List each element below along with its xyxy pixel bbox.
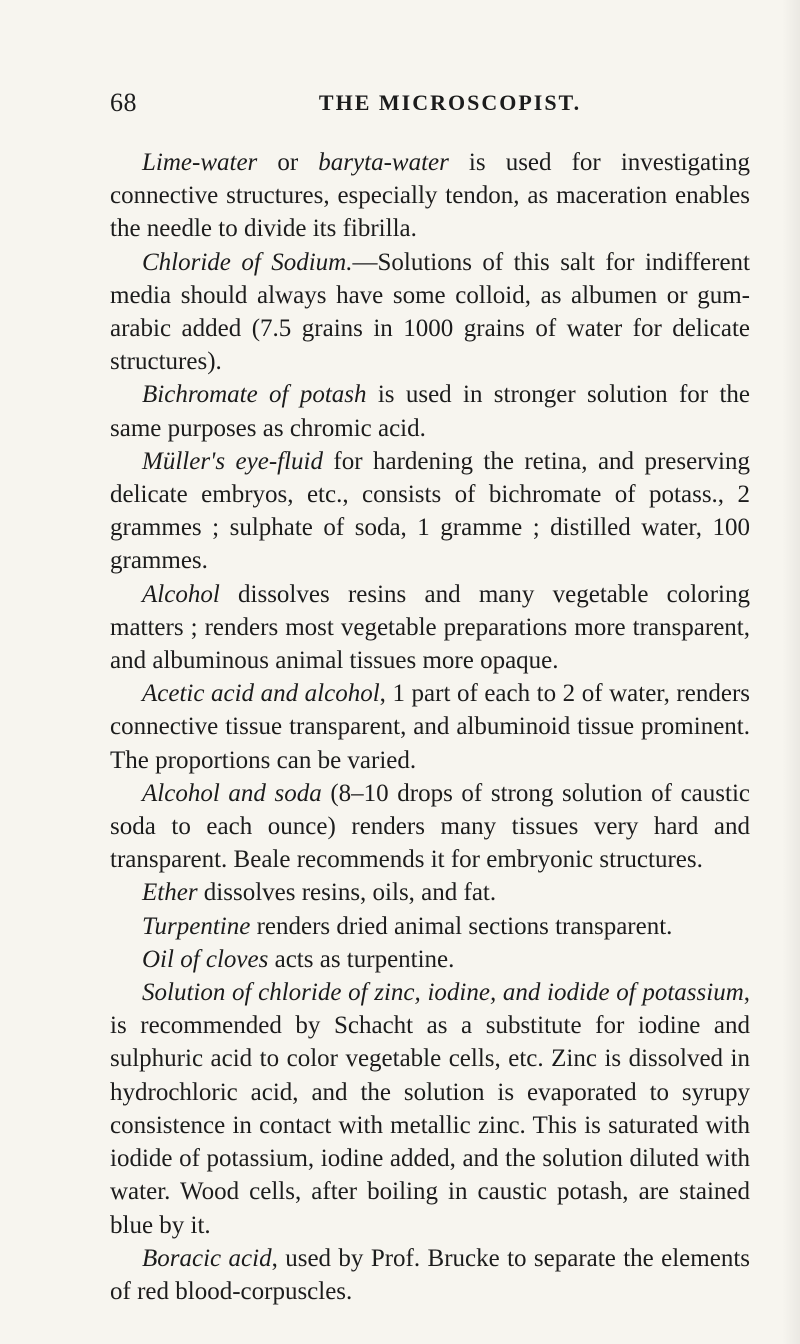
paragraph-text: (8–10 drops of strong solution of caustic soda to each ounce) renders many tissues very hard and transparent. Beale recommends it for embryonic structures. xyxy=(110,779,750,874)
term: Chloride of Sodium. xyxy=(142,248,353,276)
paragraph-text: , used by Prof. Brucke to separate the elements of red blood-corpuscles. xyxy=(110,1244,750,1305)
term: Acetic acid and alcohol xyxy=(142,680,380,708)
page-header xyxy=(110,88,750,128)
paragraph-oil-of-cloves xyxy=(110,943,750,976)
term: Alcohol and soda xyxy=(142,779,322,807)
paragraph-lime-water xyxy=(110,146,750,246)
paragraph-text: —Solutions of this salt for indifferent media should always have some colloid, as albumen or gum-arabic added (7.5 grains in 1000 grains of water for delicate structures). xyxy=(110,248,750,376)
paragraph-text: dissolves resins, oils, and fat. xyxy=(197,879,497,907)
paragraph-text: , is recommended by Schacht as a substitute for iodine and sulphuric acid to color vegetable cells, etc. Zinc is dissolved in hydrochloric acid, and the solution is evaporated to syrupy consistence in contact with metallic zinc. This is saturated with iodide of potassium, iodine added, and the solution diluted with water. Wood cells, after boiling in caustic potash, are stained blue by it. xyxy=(110,979,750,1239)
connector: or xyxy=(257,149,319,176)
running-title: THE MICROSCOPIST. xyxy=(318,90,582,115)
paragraph-ether xyxy=(110,876,750,909)
paragraph-text: dissolves resins and many vegetable coloring matters ; renders most vegetable preparations more transparent, and albuminous animal tissues more opaque. xyxy=(110,580,750,675)
paragraph-acetic-acid xyxy=(110,677,750,777)
term: baryta-water xyxy=(318,149,449,176)
term: Bichromate of potash xyxy=(142,381,367,409)
term: Alcohol xyxy=(142,580,220,608)
paragraph-chloride-of-zinc xyxy=(110,976,750,1242)
term: Turpentine xyxy=(142,912,251,940)
paragraph-boracic-acid xyxy=(110,1242,750,1308)
paragraph-text: is used in stronger solution for the same purposes as chromic acid. xyxy=(110,381,750,442)
paragraph-text: renders dried animal sections transparent. xyxy=(250,912,673,940)
paragraph-muller xyxy=(110,445,750,578)
paragraph-chloride-of-sodium xyxy=(110,246,750,379)
paragraph-text: is used for investigating connective structures, especially tendon, as maceration enables the needle to divide its fibrilla. xyxy=(110,149,750,243)
page-number: 68 xyxy=(110,88,137,117)
paragraph-text: acts as turpentine. xyxy=(268,945,455,973)
body-text xyxy=(110,146,750,1308)
paragraph-text: for hardening the retina, and preserving delicate embryos, etc., consists of bichromate of potass., 2 grammes ; sulphate of soda, 1 gramme ; distilled water, 100 grammes. xyxy=(110,447,750,575)
paragraph-turpentine xyxy=(110,910,750,943)
term: Müller's eye-fluid xyxy=(142,447,323,475)
paragraph-alcohol-soda xyxy=(110,777,750,877)
term: Solution of chloride of zinc, iodine, and iodide of potassium xyxy=(142,979,744,1007)
term: Boracic acid xyxy=(142,1244,272,1272)
term: Oil of cloves xyxy=(142,945,269,973)
paragraph-bichromate xyxy=(110,378,750,444)
paragraph-alcohol xyxy=(110,578,750,678)
paragraph-text: , 1 part of each to 2 of water, renders connective tissue transparent, and albuminoid tissue prominent. The proportions can be varied. xyxy=(110,680,751,774)
term: Ether xyxy=(142,879,198,907)
term: Lime-water xyxy=(142,149,258,176)
page-edge-shadow xyxy=(782,0,800,1344)
